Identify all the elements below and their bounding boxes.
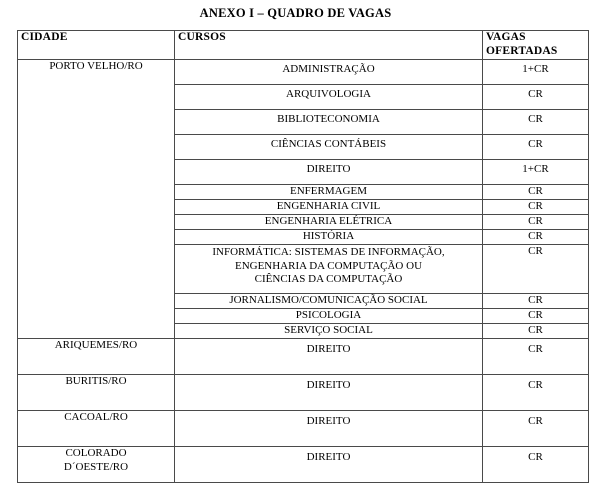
city-cell-colorado-doeste (18, 447, 175, 483)
course-line-2: ENGENHARIA DA COMPUTAÇÃO OU (234, 259, 423, 272)
vagas-table (17, 30, 589, 483)
vagas-cell: 1+CR (483, 60, 589, 85)
vagas-cell: CR (483, 339, 589, 375)
vagas-cell: CR (483, 309, 589, 324)
table-row (18, 447, 589, 483)
vagas-cell: CR (483, 447, 589, 483)
vagas-cell: CR (483, 411, 589, 447)
city-cell-ariquemes: ARIQUEMES/RO (18, 339, 175, 375)
course-line-3: CIÊNCIAS DA COMPUTAÇÃO (254, 273, 403, 285)
course-cell: HISTÓRIA (175, 230, 483, 245)
course-cell: BIBLIOTECONOMIA (175, 110, 483, 135)
course-cell: ARQUIVOLOGIA (175, 85, 483, 110)
course-cell: ENFERMAGEM (175, 185, 483, 200)
city-cell-cacoal: CACOAL/RO (18, 411, 175, 447)
vagas-cell: 1+CR (483, 160, 589, 185)
vagas-cell: CR (483, 375, 589, 411)
vagas-cell: CR (483, 230, 589, 245)
course-cell: ENGENHARIA CIVIL (175, 200, 483, 215)
vagas-cell: CR (483, 245, 589, 294)
vagas-cell: CR (483, 110, 589, 135)
vagas-cell: CR (483, 324, 589, 339)
vagas-cell: CR (483, 215, 589, 230)
city-cell-buritis: BURITIS/RO (18, 375, 175, 411)
vagas-cell: CR (483, 200, 589, 215)
course-cell: DIREITO (175, 411, 483, 447)
course-cell: SERVIÇO SOCIAL (175, 324, 483, 339)
city-cell-porto-velho: PORTO VELHO/RO (18, 60, 175, 339)
course-cell: DIREITO (175, 375, 483, 411)
table-row (18, 339, 589, 375)
city-line-2: D´OESTE/RO (63, 460, 129, 473)
table-row (18, 411, 589, 447)
course-cell: DIREITO (175, 160, 483, 185)
table-row (18, 60, 589, 85)
course-cell: DIREITO (175, 339, 483, 375)
column-header-vagas (483, 31, 589, 60)
page-title: ANEXO I – QUADRO DE VAGAS (199, 6, 392, 20)
column-header-cursos: CURSOS (175, 31, 483, 60)
vagas-cell: CR (483, 85, 589, 110)
course-line-1: INFORMÁTICA: SISTEMAS DE INFORMAÇÃO, (212, 246, 445, 258)
course-cell: ADMINISTRAÇÃO (175, 60, 483, 85)
course-cell-informatica (175, 245, 483, 294)
course-cell: ENGENHARIA ELÉTRICA (175, 215, 483, 230)
course-cell: DIREITO (175, 447, 483, 483)
column-header-cidade: CIDADE (18, 31, 175, 60)
course-cell: CIÊNCIAS CONTÁBEIS (175, 135, 483, 160)
city-line-1: COLORADO (65, 447, 127, 459)
column-header-vagas-line1: VAGAS (486, 31, 526, 43)
vagas-cell: CR (483, 294, 589, 309)
column-header-vagas-line2: OFERTADAS (486, 44, 558, 57)
table-row (18, 375, 589, 411)
course-cell: PSICOLOGIA (175, 309, 483, 324)
vagas-cell: CR (483, 185, 589, 200)
vagas-cell: CR (483, 135, 589, 160)
course-cell: JORNALISMO/COMUNICAÇÃO SOCIAL (175, 294, 483, 309)
table-header-row (18, 31, 589, 60)
